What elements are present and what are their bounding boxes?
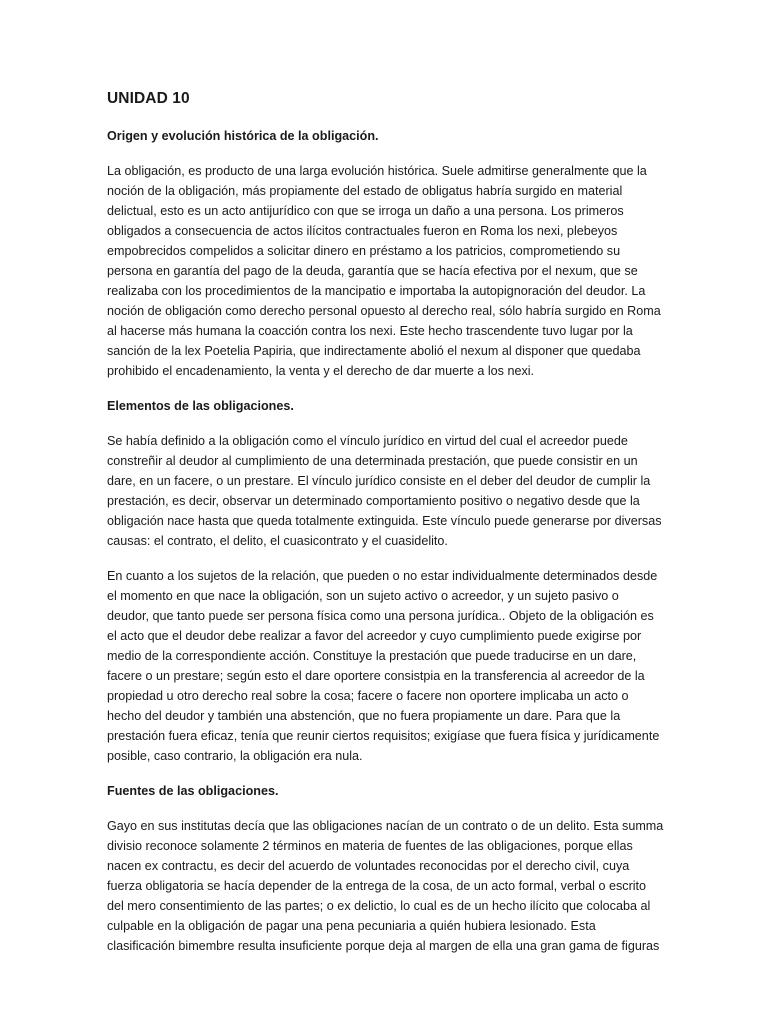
section-origen xyxy=(107,126,663,381)
text-line: el acto que el deudor debe realizar a favor del acreedor y cuyo cumplimiento puede exigirse por xyxy=(107,629,642,643)
text-line: culpable en la obligación de pagar una pena pecuniaria a quién hubiera lesionado. Esta xyxy=(107,919,596,933)
text-line: divisio reconoce solamente 2 términos en materia de fuentes de las obligaciones, porque ellas xyxy=(107,839,633,853)
text-line: persona en garantía del pago de la deuda, garantía que se hacía efectiva por el nexum, que se xyxy=(107,264,638,278)
text-line: propiedad u otro derecho real sobre la cosa; facere o facere non oportere implicaba un acto o xyxy=(107,689,629,703)
text-line: noción de la obligación, más propiamente del estado de obligatus habría surgido en material xyxy=(107,184,623,198)
paragraph xyxy=(107,566,663,766)
text-line: sanción de la lex Poetelia Papiria, que indirectamente abolió el nexum al disponer que quedaba xyxy=(107,344,641,358)
text-line: realizaba con los procedimientos de la mancipatio e importaba la autopignoración del deudor. La xyxy=(107,284,646,298)
paragraph xyxy=(107,431,663,551)
text-line: al hacerse más humana la coacción contra los nexi. Este hecho trascendente tuvo lugar por la xyxy=(107,324,633,338)
text-line: delictual, esto es un acto antijurídico con que se irroga un daño a una persona. Los primeros xyxy=(107,204,624,218)
section-heading: Fuentes de las obligaciones. xyxy=(107,784,279,798)
text-line: causas: el contrato, el delito, el cuasicontrato y el cuasidelito. xyxy=(107,534,448,548)
text-line: el momento en que nace la obligación, son un sujeto activo o acreedor, y un sujeto pasivo o xyxy=(107,589,619,603)
text-line: obligados a consecuencia de actos ilícitos contractuales fueron en Roma los nexi, plebeyos xyxy=(107,224,618,238)
paragraph xyxy=(107,161,663,381)
document-page xyxy=(107,90,663,971)
text-line: noción de obligación como derecho personal opuesto al derecho real, sólo habría surgido en Roma xyxy=(107,304,661,318)
text-line: La obligación, es producto de una larga evolución histórica. Suele admitirse generalmente que la xyxy=(107,164,647,178)
text-line: del mero consentimiento de las partes; o ex delictio, lo cual es de un hecho ilícito que colocaba al xyxy=(107,899,651,913)
text-line: prestación fuera eficaz, tenía que reunir ciertos requisitos; exigíase que fuera física y jurídicamente xyxy=(107,729,660,743)
text-line: medio de la correspondiente acción. Constituye la prestación que puede traducirse en un dare, xyxy=(107,649,637,663)
text-line: fuerza obligatoria se hacía depender de la entrega de la cosa, de un acto formal, verbal o escrito xyxy=(107,879,647,893)
text-line: En cuanto a los sujetos de la relación, que pueden o no estar individualmente determinados desde xyxy=(107,569,658,583)
text-line: empobrecidos compelidos a solicitar dinero en préstamo a los patricios, comprometiendo su xyxy=(107,244,621,258)
unit-title: UNIDAD 10 xyxy=(107,90,190,107)
text-line: constreñir al deudor al cumplimiento de una determinada prestación, que puede consistir en un xyxy=(107,454,638,468)
text-line: prestación, es decir, observar un determinado comportamiento positivo o negativo desde que la xyxy=(107,494,640,508)
text-line: Gayo en sus institutas decía que las obligaciones nacían de un contrato o de un delito. Esta summa xyxy=(107,819,664,833)
section-fuentes xyxy=(107,781,663,956)
text-line: clasificación bimembre resulta insuficiente porque deja al margen de ella una gran gama de figuras xyxy=(107,939,660,953)
text-line: hecho del deudor y también una abstención, que no fuera propiamente un dare. Para que la xyxy=(107,709,621,723)
text-line: nacen ex contractu, es decir del acuerdo de voluntades reconocidas por el derecho civil, cuya xyxy=(107,859,630,873)
section-heading: Origen y evolución histórica de la obligación. xyxy=(107,129,379,143)
text-line: facere o un prestare; según esto el dare oportere consistpia en la transferencia al acreedor de la xyxy=(107,669,645,683)
text-line: posible, caso contrario, la obligación era nula. xyxy=(107,749,363,763)
paragraph xyxy=(107,816,663,956)
section-elementos xyxy=(107,396,663,766)
text-line: dare, en un facere, o un prestare. El vínculo jurídico consiste en el deber del deudor de cumplir la xyxy=(107,474,651,488)
text-line: prohibido el encadenamiento, la venta y el derecho de dar muerte a los nexi. xyxy=(107,364,535,378)
text-line: Se había definido a la obligación como el vínculo jurídico en virtud del cual el acreedor puede xyxy=(107,434,628,448)
section-heading: Elementos de las obligaciones. xyxy=(107,399,294,413)
text-line: obligación nace hasta que queda totalmente extinguida. Este vínculo puede generarse por diversas xyxy=(107,514,662,528)
text-line: deudor, que tanto puede ser persona física como una persona jurídica.. Objeto de la obligación es xyxy=(107,609,654,623)
